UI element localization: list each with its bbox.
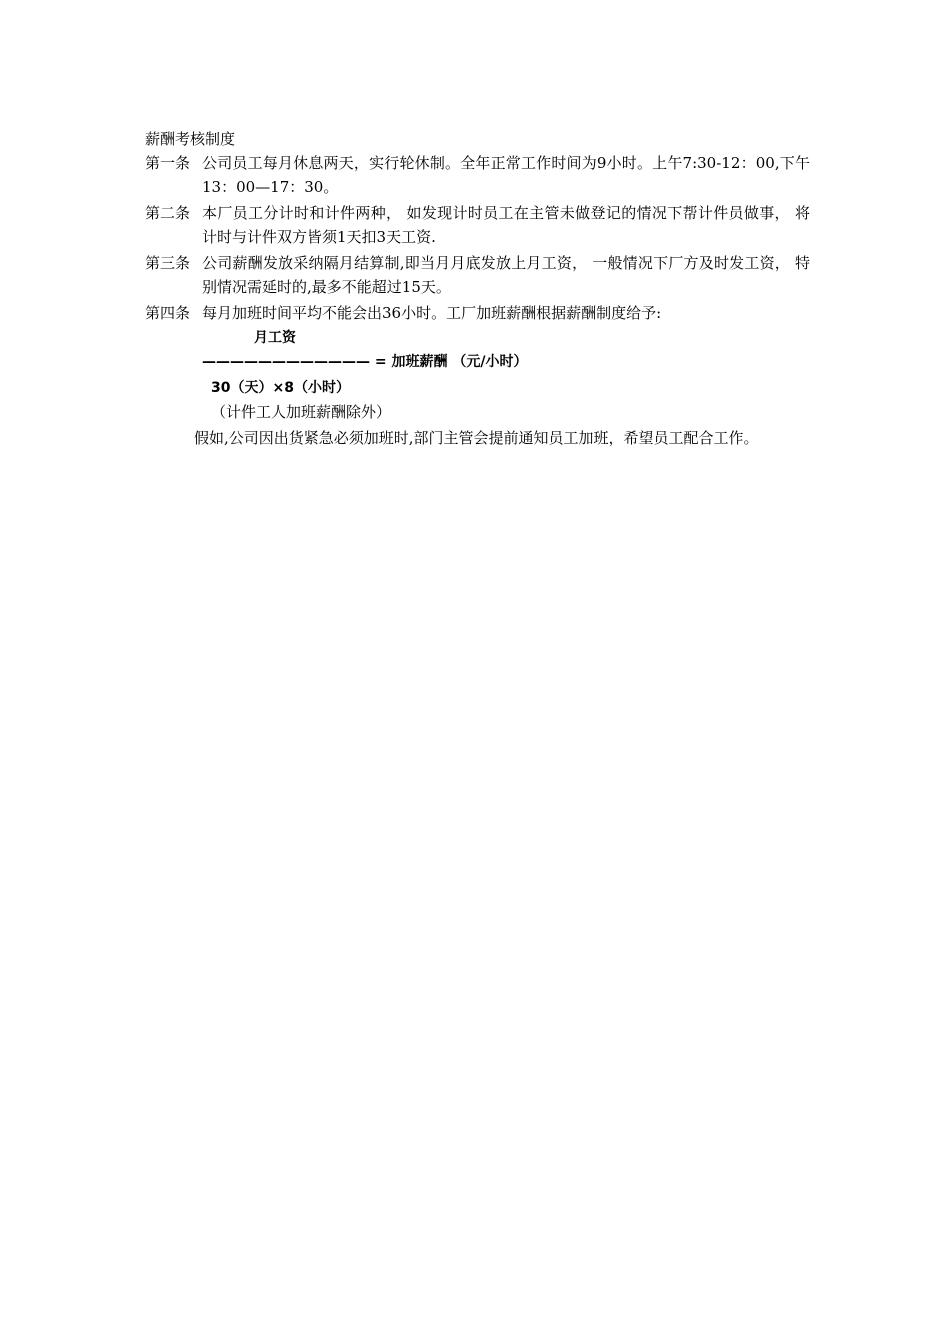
formula-fraction-line: ———————————— = 加班薪酬 （元/小时） [202, 354, 528, 370]
clause-1 [145, 151, 810, 199]
clause-label: 第三条 [145, 254, 191, 272]
clause-label: 第一条 [145, 154, 191, 172]
clause-label: 第四条 [145, 304, 191, 322]
clause-text: 公司员工每月休息两天，实行轮休制。全年正常工作时间为9小时。上午7:30-12：00,下午13：00—17：30。 [202, 154, 810, 196]
clause-2 [145, 201, 810, 249]
formula-denominator: 30（天）×8（小时） [211, 380, 350, 396]
clause-text: 本厂员工分计时和计件两种， 如发现计时员工在主管未做登记的情况下帮计件员做事， 将计时与计件双方皆须1天扣3天工资. [202, 204, 810, 246]
clause-4 [145, 301, 810, 325]
closing-paragraph: 假如,公司因出货紧急必须加班时,部门主管会提前通知员工加班，希望员工配合工作。 [194, 429, 759, 447]
clause-text: 公司薪酬发放采纳隔月结算制,即当月月底发放上月工资， 一般情况下厂方及时发工资， 特别情况需延时的,最多不能超过15天。 [202, 254, 810, 296]
document-title: 薪酬考核制度 [145, 130, 236, 148]
formula-note: （计件工人加班薪酬除外） [211, 403, 392, 421]
formula-numerator: 月工资 [254, 330, 296, 346]
clause-text: 每月加班时间平均不能会出36小时。工厂加班薪酬根据薪酬制度给予: [202, 304, 662, 322]
clause-label: 第二条 [145, 204, 191, 222]
clause-3 [145, 251, 810, 299]
